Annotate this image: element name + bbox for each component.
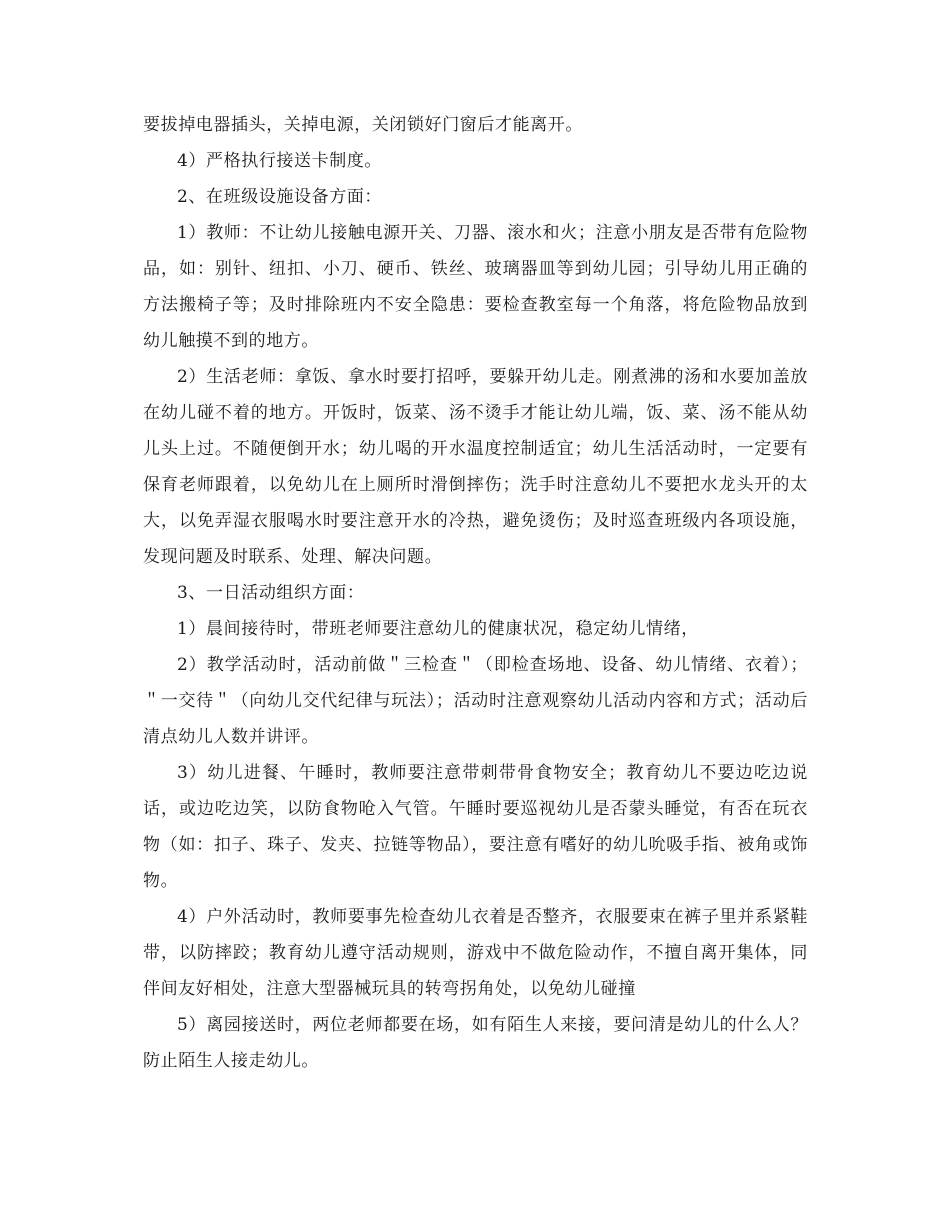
section-heading-facilities: 2、在班级设施设备方面： <box>177 187 383 207</box>
paragraph-meals-nap: 3）幼儿进餐、午睡时，教师要注意带刺带骨食物安全；教育幼儿不要边吃边说话，或边吃边笑，以防食物呛入气管。午睡时要巡视幼儿是否蒙头睡觉，有否在玩衣物（如：扣子、珠子、发夹、拉链等物品），要注意有嗜好的幼儿吮吸手指、被角或饰物。 <box>143 763 808 891</box>
paragraph-outdoor-activities: 4）户外活动时，教师要事先检查幼儿衣着是否整齐，衣服要束在裤子里并系紧鞋带，以防摔跤；教育幼儿遵守活动规则，游戏中不做危险动作，不擅自离开集体，同伴间友好相处，注意大型器械玩具的转弯拐角处，以免幼儿碰撞 <box>143 907 808 999</box>
paragraph-departure-pickup: 5）离园接送时，两位老师都要在场，如有陌生人来接，要问清是幼儿的什么人？防止陌生人接走幼儿。 <box>143 1015 808 1071</box>
paragraph-teacher-duties: 1）教师：不让幼儿接触电源开关、刀器、滚水和火；注意小朋友是否带有危险物品，如：别针、纽扣、小刀、硬币、铁丝、玻璃器皿等到幼儿园；引导幼儿用正确的方法搬椅子等；及时排除班内不安全隐患：要检查教室每一个角落，将危险物品放到幼儿触摸不到的地方。 <box>143 223 808 351</box>
paragraph-morning-reception: 1）晨间接待时，带班老师要注意幼儿的健康状况，稳定幼儿情绪， <box>177 619 699 639</box>
paragraph-teaching-activities: 2）教学活动时，活动前做＂三检查＂（即检查场地、设备、幼儿情绪、衣着）；＂一交待＂（向幼儿交代纪律与玩法）；活动时注意观察幼儿活动内容和方式；活动后清点幼儿人数并讲评。 <box>143 655 808 747</box>
section-heading-daily-activities: 3、一日活动组织方面： <box>177 583 365 603</box>
paragraph-item-4-pickup-card: 4）严格执行接送卡制度。 <box>177 151 383 171</box>
paragraph-continuation: 要拔掉电器插头，关掉电源，关闭锁好门窗后才能离开。 <box>143 115 583 135</box>
document-body <box>143 107 808 1079</box>
paragraph-care-teacher-duties: 2）生活老师：拿饭、拿水时要打招呼，要躲开幼儿走。刚煮沸的汤和水要加盖放在幼儿碰不着的地方。开饭时，饭菜、汤不烫手才能让幼儿端，饭、菜、汤不能从幼儿头上过。不随便倒开水；幼儿喝的开水温度控制适宜；幼儿生活活动时，一定要有保育老师跟着，以免幼儿在上厕所时滑倒摔伤；洗手时注意幼儿不要把水龙头开的太大，以免弄湿衣服喝水时要注意开水的冷热，避免烫伤；及时巡查班级内各项设施，发现问题及时联系、处理、解决问题。 <box>143 367 808 567</box>
